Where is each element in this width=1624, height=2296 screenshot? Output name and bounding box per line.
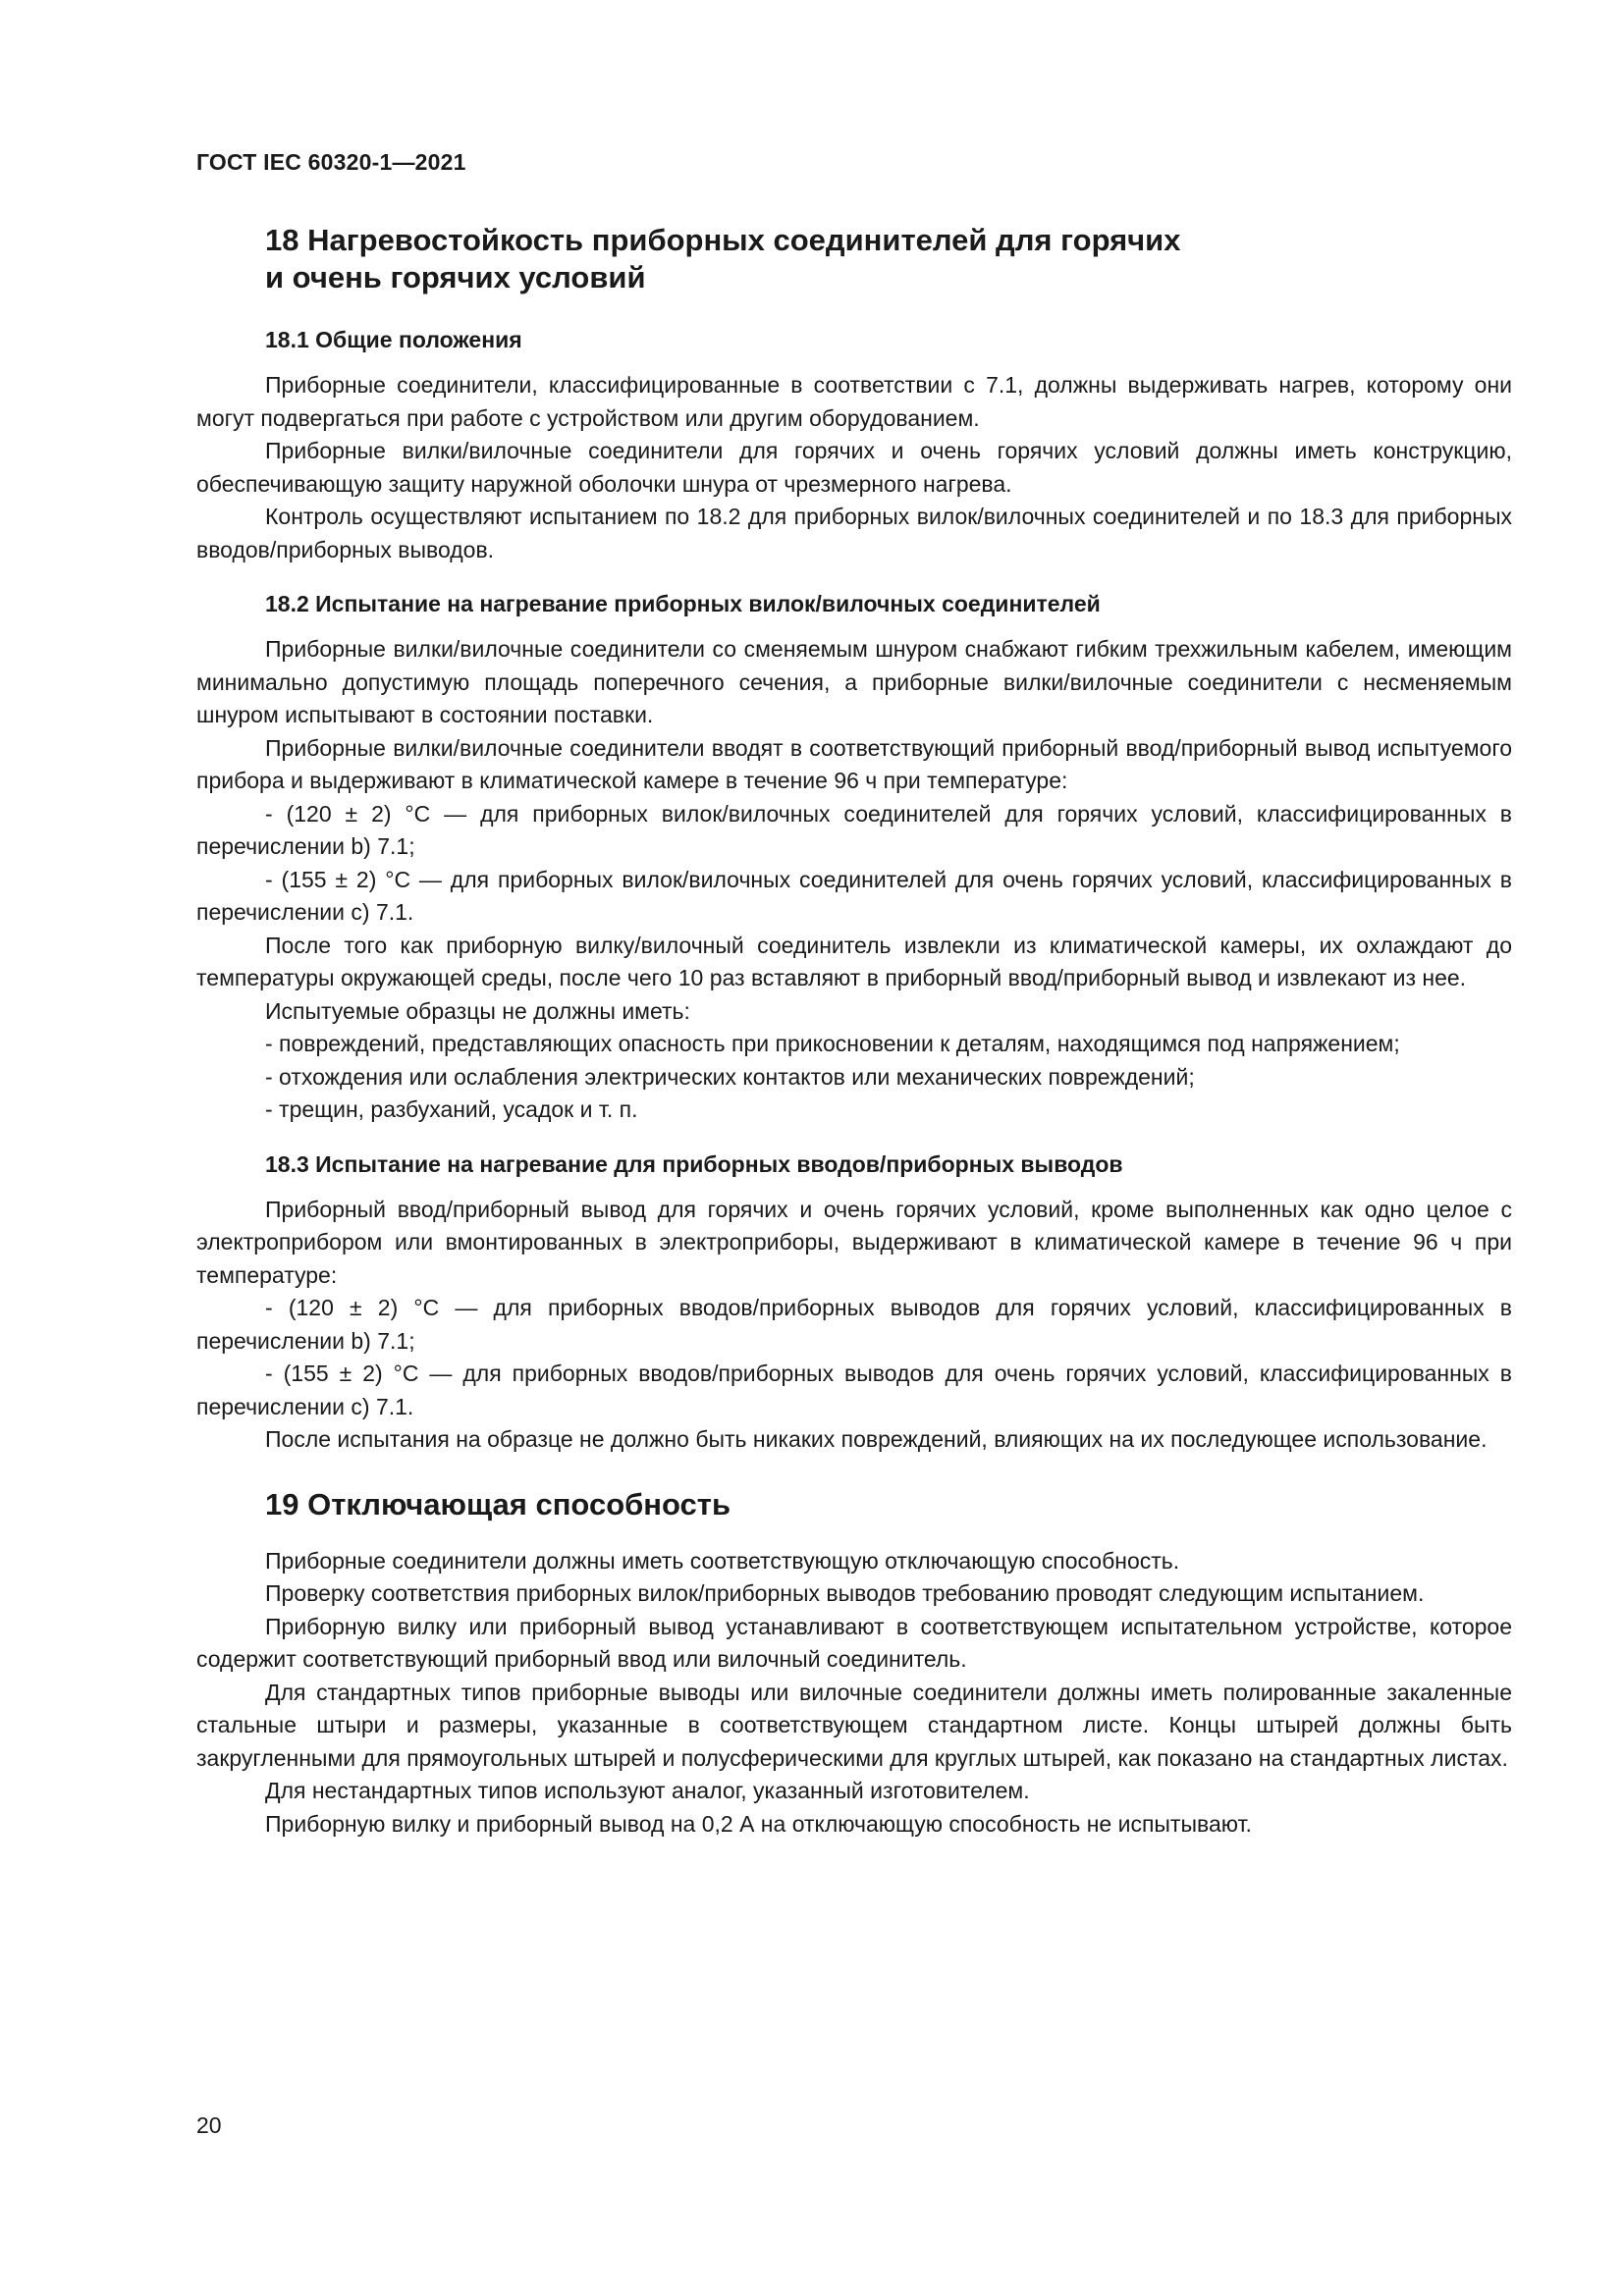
section-18-title-line2: и очень горячих условий [265, 260, 646, 294]
section-18-2 [196, 588, 1512, 1127]
list-item: - отхождения или ослабления электрических контактов или механических повреждений; [265, 1063, 1195, 1090]
paragraph: Контроль осуществляют испытанием по 18.2 для приборных вилок/вилочных соединителей и по 18.3 для приборных вводов/приборных выводов. [196, 504, 1512, 562]
paragraph: Приборные соединители, классифицированные в соответствии с 7.1, должны выдерживать нагрев, которому они могут подвергаться при работе с устройством или другим оборудованием. [196, 372, 1512, 431]
list-item: - (155 ± 2) °C — для приборных вводов/приборных выводов для очень горячих условий, классифицированных в перечислении с) 7.1. [196, 1361, 1512, 1419]
page-number: 20 [196, 2112, 222, 2138]
section-18-title [265, 222, 1512, 296]
paragraph: Приборную вилку или приборный вывод устанавливают в соответствующем испытательном устройстве, которое содержит соответствующий приборный ввод или вилочный соединитель. [196, 1613, 1512, 1672]
list-item: - (155 ± 2) °C — для приборных вилок/вилочных соединителей для очень горячих условий, классифицированных в перечислении с) 7.1. [196, 866, 1512, 925]
section-18-1 [196, 324, 1512, 566]
paragraph: Для стандартных типов приборные выводы или вилочные соединители должны иметь полированные закаленные стальные штыри и размеры, указанные в соответствующем стандартном листе. Концы штырей должны быть закругленными для прямоугольных штырей и полусферическими для круглых штырей, как показано на стандартных листах. [196, 1679, 1512, 1771]
paragraph: Приборную вилку и приборный вывод на 0,2 А на отключающую способность не испытывают. [265, 1810, 1252, 1837]
section-18-title-line1: 18 Нагревостойкость приборных соединителей для горячих [265, 223, 1181, 257]
section-18-2-title: 18.2 Испытание на нагревание приборных вилок/вилочных соединителей [265, 591, 1101, 616]
section-19 [196, 1545, 1512, 1842]
list-item: - повреждений, представляющих опасность при прикосновении к деталям, находящимся под напряжением; [265, 1031, 1400, 1056]
document-header: ГОСТ IEC 60320-1—2021 [196, 149, 466, 175]
page-content [196, 222, 1512, 1841]
paragraph: Приборные вилки/вилочные соединители вводят в соответствующий приборный ввод/приборный вывод испытуемого прибора и выдерживают в климатической камере в течение 96 ч при температуре: [196, 734, 1512, 793]
list-item: - (120 ± 2) °C — для приборных вилок/вилочных соединителей для горячих условий, классифицированных в перечислении b) 7.1; [196, 800, 1512, 859]
paragraph: Для нестандартных типов используют аналог, указанный изготовителем. [265, 1778, 1030, 1803]
list-item: - (120 ± 2) °C — для приборных вводов/приборных выводов для горячих условий, классифицированных в перечислении b) 7.1; [196, 1295, 1512, 1354]
paragraph: После того как приборную вилку/вилочный соединитель извлекли из климатической камеры, их охлаждают до температуры окружающей среды, после чего 10 раз вставляют в приборный ввод/приборный вывод и извлекают из нее. [196, 932, 1512, 990]
paragraph: Приборный ввод/приборный вывод для горячих и очень горячих условий, кроме выполненных как одно целое с электроприбором или вмонтированных в электроприборы, выдерживают в климатической камере в течение 96 ч при температуре: [196, 1196, 1512, 1288]
paragraph: Приборные соединители должны иметь соответствующую отключающую способность. [265, 1547, 1180, 1574]
section-18-3-title: 18.3 Испытание на нагревание для приборных вводов/приборных выводов [265, 1150, 1123, 1177]
section-18-1-title: 18.1 Общие положения [265, 327, 522, 352]
section-18-3 [196, 1148, 1512, 1457]
paragraph: Приборные вилки/вилочные соединители со сменяемым шнуром снабжают гибким трехжильным кабелем, имеющим минимально допустимую площадь поперечного сечения, а приборные вилки/вилочные соединители с несменяемым шнуром испытывают в состоянии поставки. [196, 636, 1512, 727]
paragraph: Проверку соответствия приборных вилок/приборных выводов требованию проводят следующим испытанием. [265, 1580, 1425, 1606]
paragraph: Приборные вилки/вилочные соединители для горячих и очень горячих условий должны иметь конструкцию, обеспечивающую защиту наружной оболочки шнура от чрезмерного нагрева. [196, 438, 1512, 497]
section-19-title: 19 Отключающая способность [265, 1486, 731, 1522]
list-item: - трещин, разбуханий, усадок и т. п. [265, 1096, 638, 1122]
paragraph: После испытания на образце не должно быть никаких повреждений, влияющих на их последующее использование. [265, 1426, 1488, 1452]
paragraph: Испытуемые образцы не должны иметь: [265, 997, 690, 1024]
